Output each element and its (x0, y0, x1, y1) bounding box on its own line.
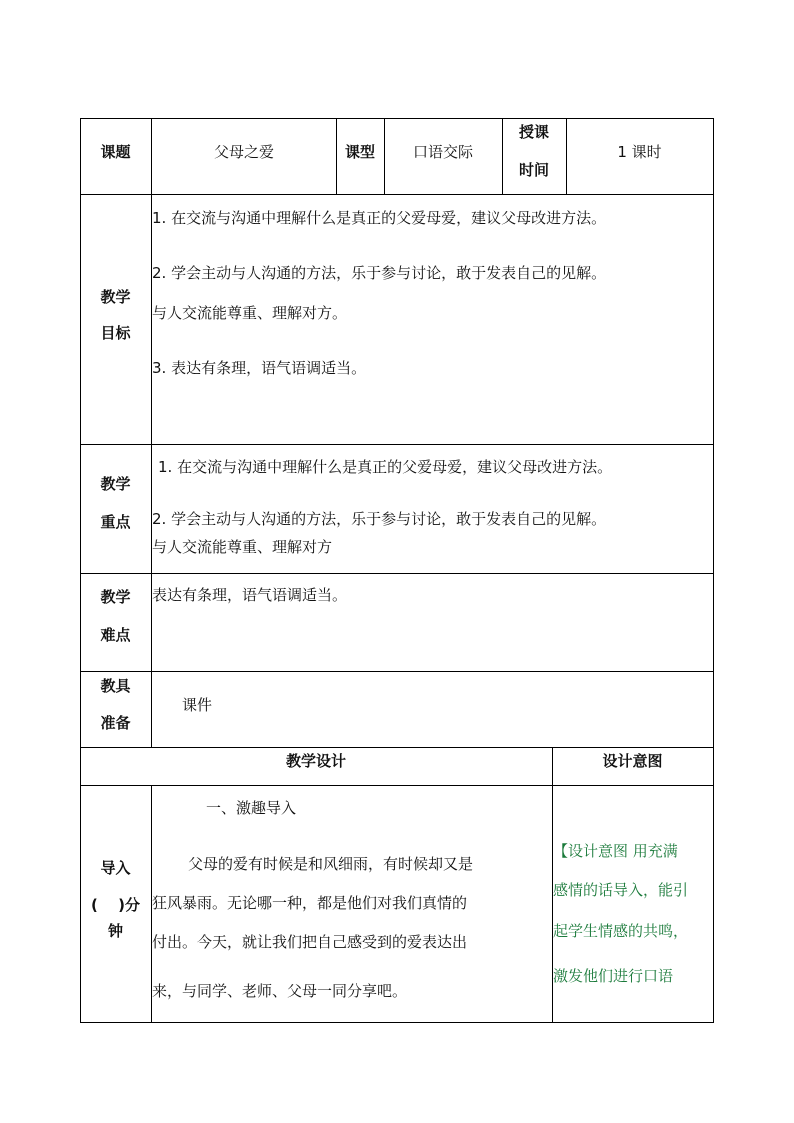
intro-text-line: 付出。今天，就让我们把自己感受到的爱表达出 (152, 933, 468, 951)
intro-label-line-1: 导入 (100, 859, 131, 877)
intro-text-line: 狂风暴雨。无论哪一种，都是他们对我们真情的 (152, 894, 468, 912)
grid-line (80, 118, 714, 119)
materials-label-line-2: 准备 (100, 714, 131, 732)
design-intent-line: 激发他们进行口语 (553, 967, 674, 985)
grid-line (80, 747, 714, 748)
key-points-label-line-1: 教学 (100, 475, 131, 493)
grid-line (80, 671, 714, 672)
design-intent-line: 感情的话导入，能引 (553, 881, 689, 899)
time-label-line-1: 授课 (518, 123, 549, 141)
key-points-item: 2. 学会主动与人沟通的方法，乐于参与讨论，敢于发表自己的见解。 (152, 510, 607, 528)
grid-line (713, 118, 714, 1023)
intro-text-line: 来，与同学、老师、父母一同分享吧。 (152, 982, 408, 1000)
goals-item: 1. 在交流与沟通中理解什么是真正的父爱母爱，建议父母改进方法。 (152, 209, 607, 227)
time-label-line-2: 时间 (518, 161, 549, 179)
time-value: 1 课时 (617, 143, 662, 161)
materials-text: 课件 (182, 696, 213, 714)
goals-label-line-1: 教学 (100, 288, 131, 306)
grid-line (80, 1022, 714, 1023)
topic-label: 课题 (100, 143, 131, 161)
design-header-right: 设计意图 (602, 752, 663, 770)
difficulties-text: 表达有条理，语气语调适当。 (152, 586, 348, 604)
goals-item: 3. 表达有条理，语气语调适当。 (152, 359, 367, 377)
goals-item: 2. 学会主动与人沟通的方法，乐于参与讨论，敢于发表自己的见解。 (152, 264, 607, 282)
topic-value: 父母之爱 (213, 143, 274, 161)
grid-line (80, 785, 714, 786)
design-header-left: 教学设计 (285, 752, 346, 770)
type-label: 课型 (344, 143, 375, 161)
grid-line (80, 573, 714, 574)
difficulties-label-line-1: 教学 (100, 588, 131, 606)
key-points-item: 与人交流能尊重、理解对方 (152, 538, 333, 556)
grid-line (80, 194, 714, 195)
grid-line (80, 444, 714, 445)
intro-label-line-2: ( )分 (91, 896, 140, 914)
grid-line (80, 118, 81, 1023)
key-points-label-line-2: 重点 (100, 513, 131, 531)
intro-label-line-3: 钟 (107, 922, 123, 940)
design-intent-line: 起学生情感的共鸣， (553, 922, 689, 940)
design-intent-line: 【设计意图 用充满 (553, 842, 678, 860)
key-points-item: 1. 在交流与沟通中理解什么是真正的父爱母爱，建议父母改进方法。 (158, 458, 613, 476)
goals-item: 与人交流能尊重、理解对方。 (152, 304, 348, 322)
materials-label-line-1: 教具 (100, 677, 131, 695)
goals-label-line-2: 目标 (100, 324, 131, 342)
difficulties-label-line-2: 难点 (100, 626, 131, 644)
type-value: 口语交际 (412, 143, 473, 161)
intro-text-line: 父母的爱有时候是和风细雨，有时候却又是 (188, 855, 474, 873)
intro-heading: 一、激趣导入 (206, 799, 297, 817)
lesson-plan-table (80, 118, 714, 1023)
